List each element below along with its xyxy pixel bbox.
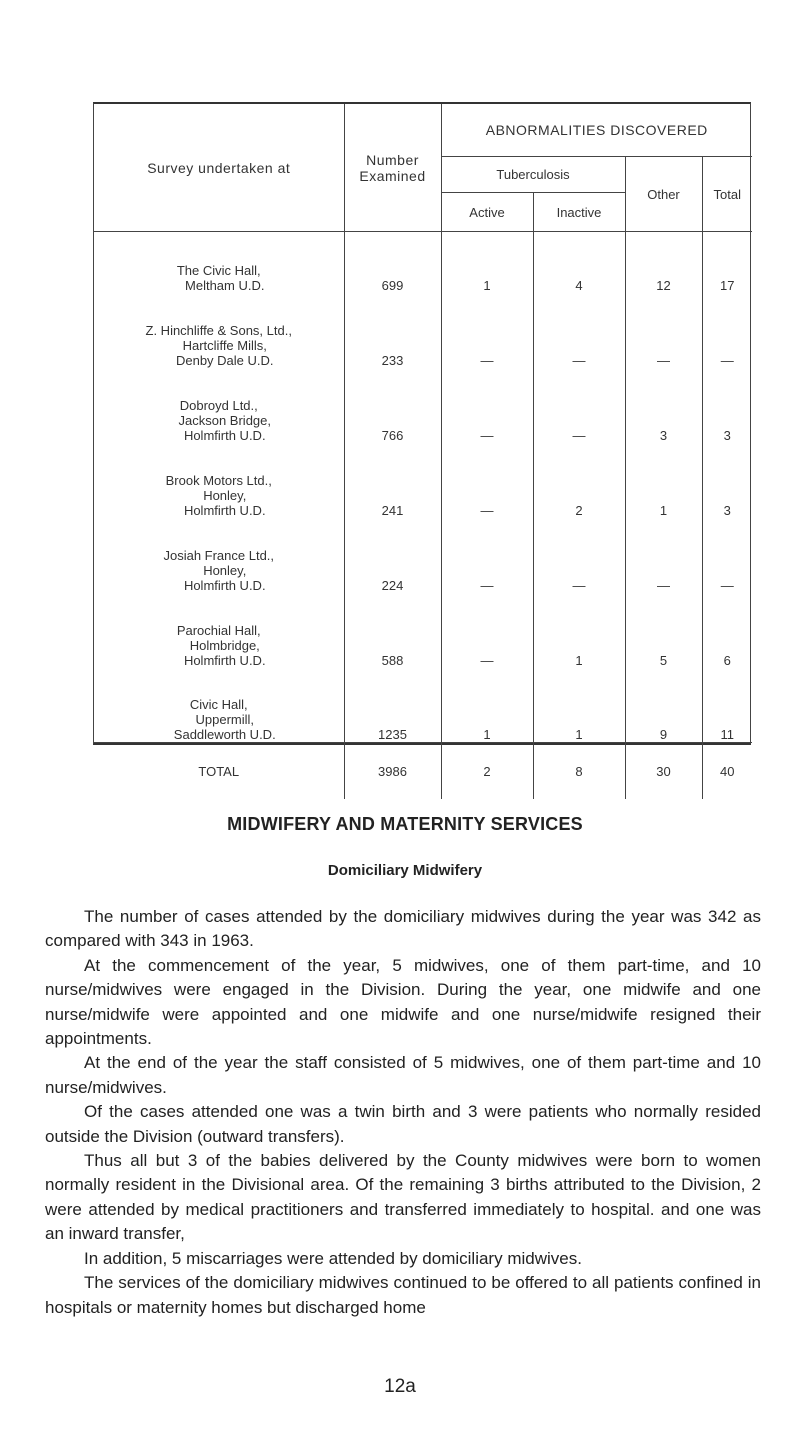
- survey-table: [94, 104, 752, 799]
- location-line: Holmfirth U.D.: [183, 652, 266, 668]
- cell-active: —: [441, 368, 533, 443]
- cell-other: —: [625, 518, 702, 593]
- paragraph: The number of cases attended by the domiciliary midwives during the year was 342 as compared with 343 in 1963.: [45, 907, 761, 951]
- location-line: Denby Dale U.D.: [175, 352, 274, 368]
- cell-inactive: —: [533, 368, 625, 443]
- paragraph: Of the cases attended one was a twin birth and 3 were patients who normally resided outside the Division (outward transfers).: [45, 1102, 761, 1146]
- total-active: 2: [441, 743, 533, 800]
- cell-number: 766: [344, 368, 441, 443]
- survey-location: [94, 293, 344, 368]
- location-line: Josiah France Ltd.,: [163, 547, 275, 563]
- cell-number: 233: [344, 293, 441, 368]
- location-line: Hartcliffe Mills,: [182, 337, 267, 353]
- location-line: Z. Hinchliffe & Sons, Ltd.,: [145, 322, 292, 338]
- cell-other: 3: [625, 368, 702, 443]
- cell-other: 5: [625, 593, 702, 668]
- location-line: Holmfirth U.D.: [183, 577, 266, 593]
- cell-number: 1235: [344, 668, 441, 743]
- cell-active: —: [441, 518, 533, 593]
- total-row: [94, 743, 752, 800]
- header-abnormalities: ABNORMALITIES DISCOVERED: [441, 104, 752, 157]
- table-row: [94, 368, 752, 443]
- survey-location: [94, 368, 344, 443]
- total-other: 30: [625, 743, 702, 800]
- cell-total: 6: [702, 593, 752, 668]
- table-row: [94, 593, 752, 668]
- cell-other: 1: [625, 443, 702, 518]
- cell-total: 3: [702, 368, 752, 443]
- header-number-examined: Number Examined: [344, 104, 441, 232]
- table-row: [94, 668, 752, 743]
- header-inactive: Inactive: [533, 193, 625, 232]
- cell-total: 11: [702, 668, 752, 743]
- paragraph: At the end of the year the staff consisted of 5 midwives, one of them part-time and 10 nurse/midwives.: [45, 1053, 761, 1097]
- cell-other: 12: [625, 232, 702, 293]
- table-row: [94, 293, 752, 368]
- cell-other: —: [625, 293, 702, 368]
- cell-number: 588: [344, 593, 441, 668]
- survey-location: [94, 593, 344, 668]
- location-line: Civic Hall,: [189, 697, 248, 712]
- survey-location: [94, 668, 344, 743]
- survey-location: [94, 518, 344, 593]
- paragraph: The services of the domiciliary midwives continued to be offered to all patients confined in hospitals or maternity homes but discharged home: [45, 1273, 761, 1317]
- table-row: [94, 232, 752, 293]
- cell-number: 241: [344, 443, 441, 518]
- cell-inactive: 2: [533, 443, 625, 518]
- body-text: [45, 905, 761, 1320]
- cell-active: —: [441, 593, 533, 668]
- total-total: 40: [702, 743, 752, 800]
- location-line: Holmfirth U.D.: [183, 427, 266, 443]
- cell-inactive: 4: [533, 232, 625, 293]
- header-active: Active: [441, 193, 533, 232]
- cell-inactive: 1: [533, 668, 625, 743]
- paragraph: Thus all but 3 of the babies delivered by the County midwives were born to women normally resident in the Divisional area. Of the remaining 3 births attributed to the Division, 2 were attended by medical practitioners and transferred immediately to hospital. and one was an inward transfer,: [45, 1151, 761, 1244]
- header-survey: Survey undertaken at: [94, 104, 344, 232]
- location-line: Honley,: [203, 487, 247, 503]
- survey-table-body: [94, 232, 752, 743]
- survey-location: [94, 443, 344, 518]
- paragraph: At the commencement of the year, 5 midwives, one of them part-time, and 10 nurse/midwives were engaged in the Division. During the year, one midwife and one nurse/midwife were appointed and one midwife and one nurse/midwife resigned their appointments.: [45, 955, 761, 1049]
- location-line: Uppermill,: [195, 712, 254, 727]
- cell-number: 699: [344, 232, 441, 293]
- section-title: MIDWIFERY AND MATERNITY SERVICES: [227, 814, 583, 834]
- location-line: Holmbridge,: [189, 637, 260, 653]
- location-line: Meltham U.D.: [185, 277, 265, 293]
- total-number: 3986: [344, 743, 441, 800]
- location-line: Honley,: [203, 562, 247, 578]
- table-row: [94, 443, 752, 518]
- cell-total: 3: [702, 443, 752, 518]
- cell-inactive: 1: [533, 593, 625, 668]
- cell-active: 1: [441, 668, 533, 743]
- table-row: [94, 518, 752, 593]
- subsection-title: Domiciliary Midwifery: [327, 862, 483, 879]
- cell-inactive: —: [533, 518, 625, 593]
- cell-total: —: [702, 293, 752, 368]
- cell-number: 224: [344, 518, 441, 593]
- cell-total: —: [702, 518, 752, 593]
- cell-other: 9: [625, 668, 702, 743]
- total-label: TOTAL: [94, 743, 344, 800]
- location-line: Saddleworth U.D.: [173, 727, 276, 742]
- location-line: Holmfirth U.D.: [183, 502, 266, 518]
- cell-active: —: [441, 293, 533, 368]
- cell-total: 17: [702, 232, 752, 293]
- cell-inactive: —: [533, 293, 625, 368]
- location-line: The Civic Hall,: [176, 262, 261, 278]
- cell-active: 1: [441, 232, 533, 293]
- location-line: Parochial Hall,: [176, 622, 261, 638]
- page-number: 12a: [384, 1376, 416, 1397]
- location-line: Dobroyd Ltd.,: [179, 397, 258, 413]
- cell-active: —: [441, 443, 533, 518]
- paragraph: In addition, 5 miscarriages were attended by domiciliary midwives.: [84, 1248, 582, 1268]
- location-line: Brook Motors Ltd.,: [165, 472, 272, 488]
- header-total: Total: [702, 157, 752, 232]
- header-tuberculosis: Tuberculosis: [441, 157, 625, 193]
- header-other: Other: [625, 157, 702, 232]
- survey-location: [94, 232, 344, 293]
- total-inactive: 8: [533, 743, 625, 800]
- survey-table-frame: [93, 102, 751, 779]
- location-line: Jackson Bridge,: [178, 412, 271, 428]
